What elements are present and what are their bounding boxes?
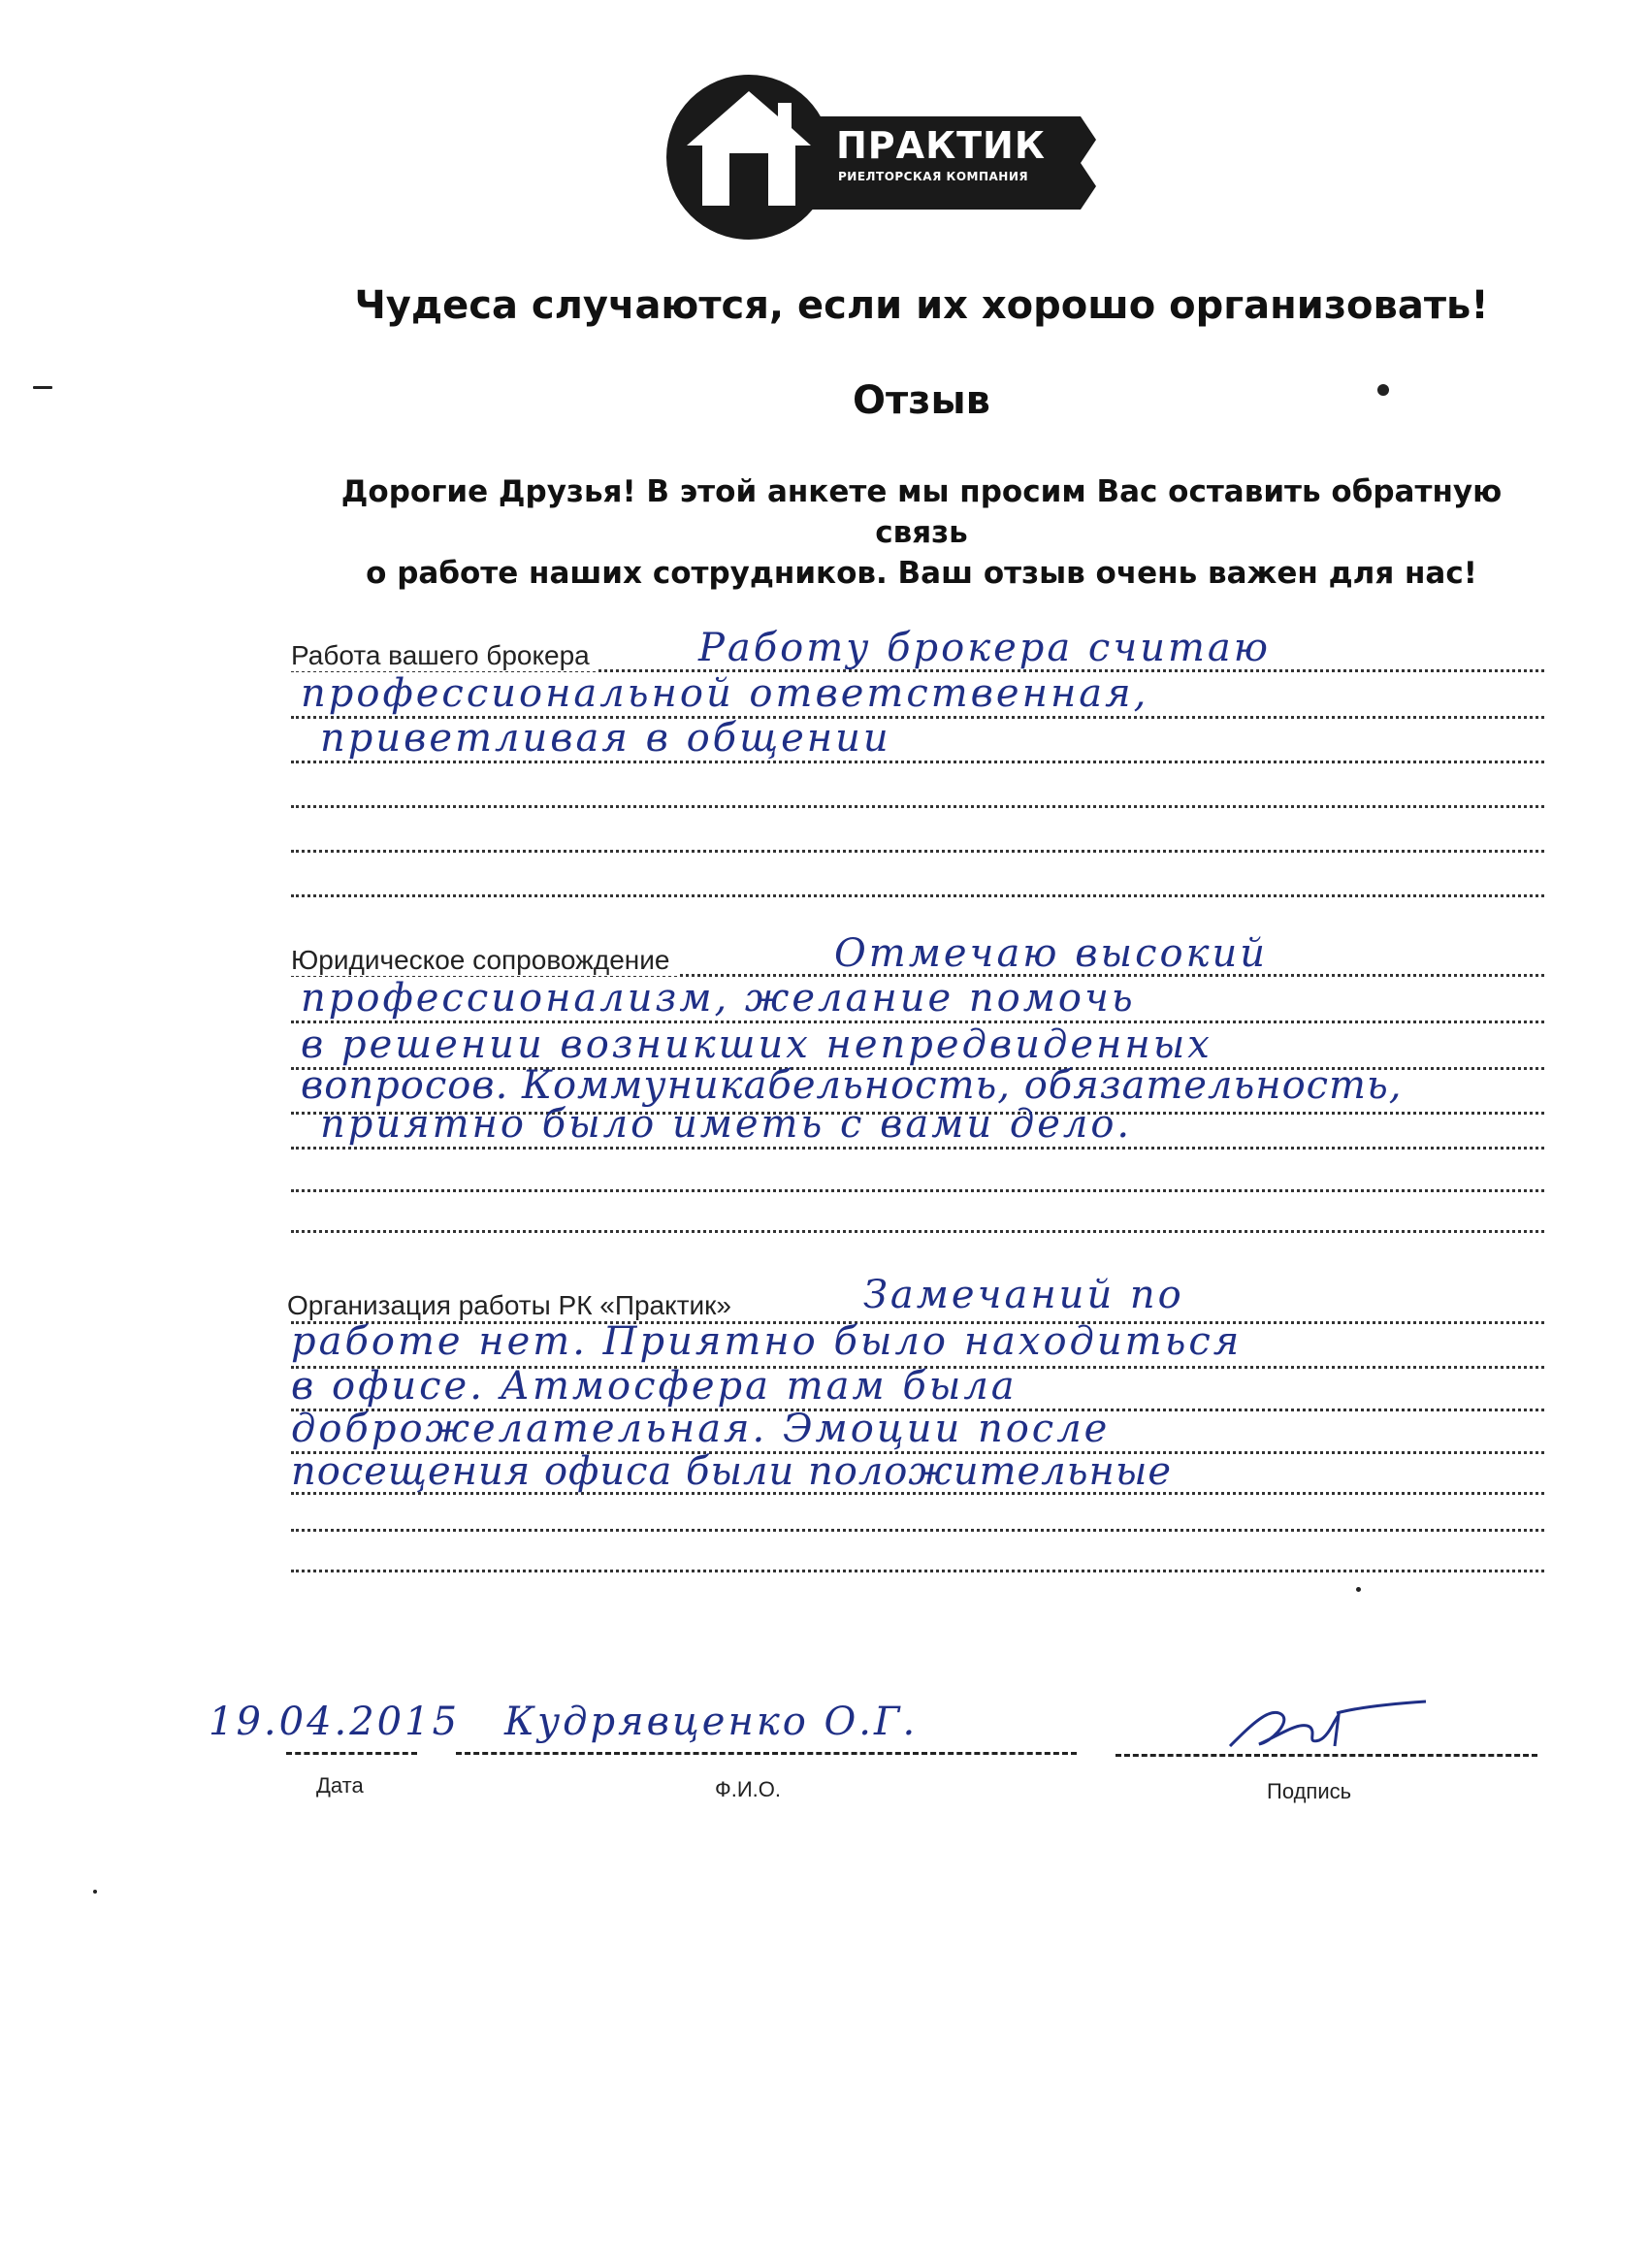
handwritten-line: приятно было иметь с вами дело. (320, 1102, 1133, 1147)
signature-line (1116, 1754, 1537, 1757)
answer-line (291, 850, 1544, 853)
logo-name: ПРАКТИК (836, 124, 1046, 167)
handwritten-line: Отмечаю высокий (834, 931, 1268, 976)
signature-mark (1212, 1686, 1445, 1764)
name-line (456, 1752, 1077, 1755)
handwritten-line: профессиональной ответственная, (301, 671, 1149, 716)
answer-line (291, 1570, 1544, 1572)
handwritten-line: приветливая в общении (320, 716, 891, 761)
handwritten-line: Замечаний по (863, 1273, 1184, 1317)
section-broker (291, 621, 1544, 931)
handwritten-line: в решении возникших непредвиденных (301, 1022, 1212, 1067)
handwritten-line: доброжелательная. Эмоции после (291, 1407, 1111, 1451)
praktik-logo (662, 70, 1098, 244)
answer-line (291, 894, 1544, 897)
page-title: Отзыв (853, 378, 990, 423)
signature-caption: Подпись (1267, 1779, 1352, 1803)
logo-subtitle: РИЕЛТОРСКАЯ КОМПАНИЯ (838, 170, 1029, 183)
scan-speck (1377, 384, 1389, 396)
handwritten-line: в офисе. Атмосфера там была (291, 1364, 1018, 1409)
answer-line (291, 1230, 1544, 1233)
slogan: Чудеса случаются, если их хорошо организовать! (354, 283, 1489, 328)
section-label-organization: Организация работы РК «Практик» (287, 1290, 739, 1321)
handwritten-line: Работу брокера считаю (698, 626, 1271, 670)
handwritten-line: вопросов. Коммуникабельность, обязательность, (301, 1063, 1403, 1108)
date-value: 19.04.2015 (209, 1700, 461, 1744)
answer-line (291, 1529, 1544, 1532)
intro-line-1: Дорогие Друзья! В этой анкете мы просим Вас оставить обратную связь (340, 474, 1503, 550)
answer-line (291, 761, 1544, 763)
section-organization (287, 1271, 1544, 1591)
answer-line (291, 1147, 1544, 1150)
intro-line-2: о работе наших сотрудников. Ваш отзыв очень важен для нас! (366, 556, 1477, 591)
scan-speck (1356, 1587, 1361, 1592)
scan-speck (33, 386, 52, 389)
section-label-legal: Юридическое сопровождение (291, 945, 677, 976)
date-line (286, 1752, 417, 1755)
name-value: Кудрявценко О.Г. (504, 1700, 919, 1744)
answer-line (291, 805, 1544, 808)
answer-line (291, 1189, 1544, 1192)
intro-text (291, 471, 1552, 594)
scan-speck (93, 1890, 97, 1894)
date-caption: Дата (316, 1773, 364, 1798)
section-label-broker: Работа вашего брокера (291, 640, 598, 671)
handwritten-line: посещения офиса были положительные (291, 1449, 1173, 1494)
handwritten-line: работе нет. Приятно было находиться (291, 1319, 1243, 1364)
section-legal (291, 931, 1544, 1242)
name-caption: Ф.И.О. (715, 1777, 781, 1801)
handwritten-line: профессионализм, желание помочь (301, 976, 1136, 1021)
